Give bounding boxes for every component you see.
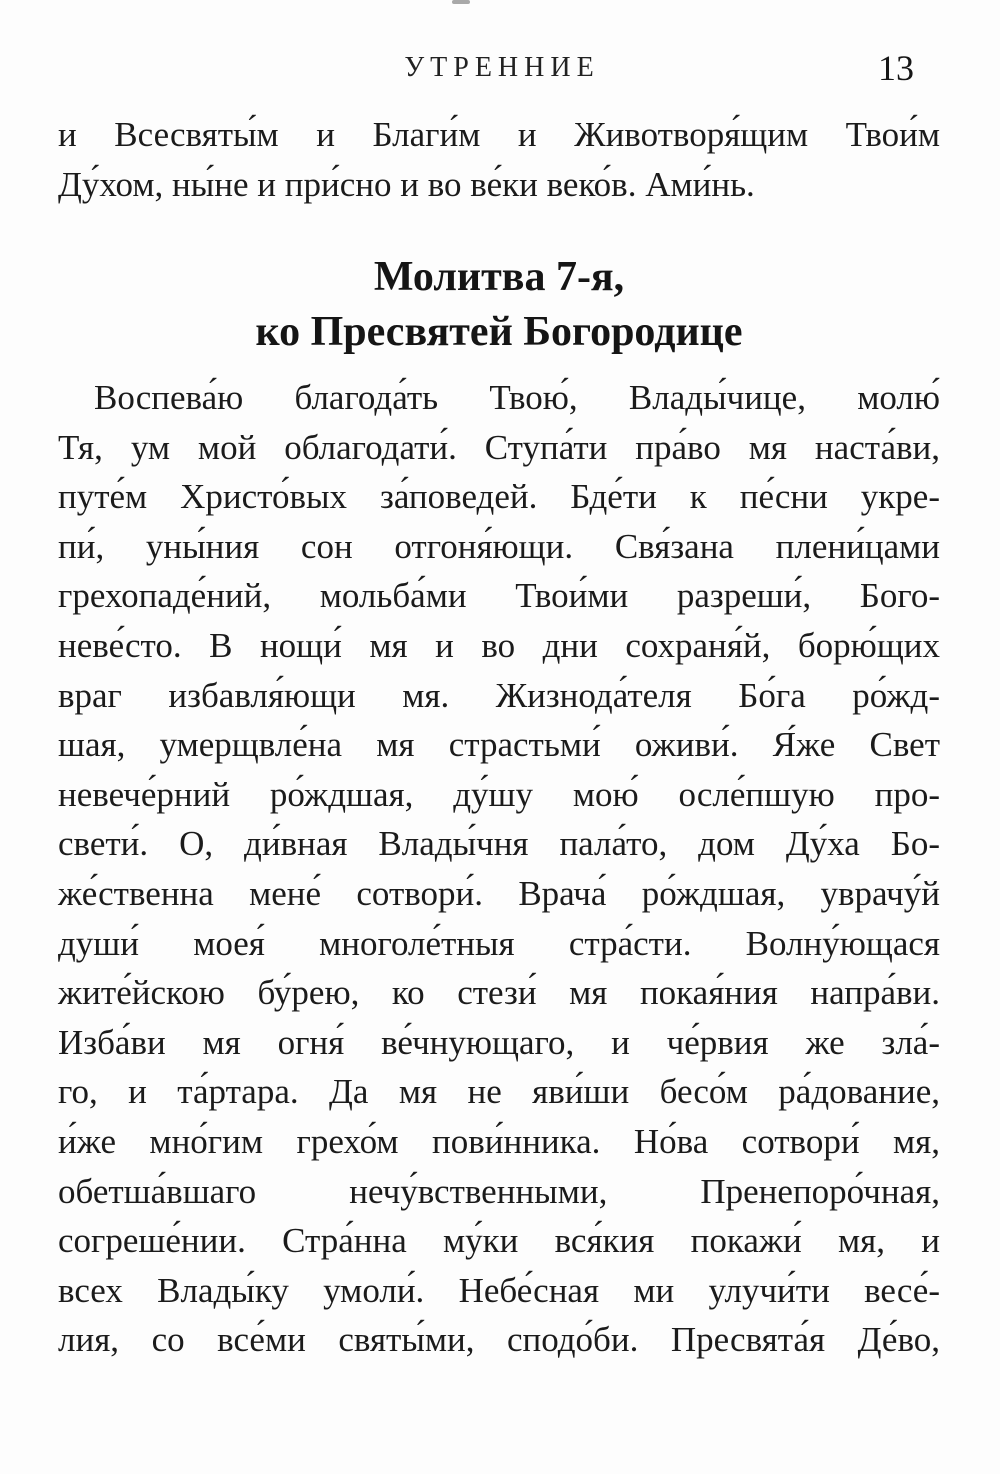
text-line: Тя, ум мой облагодати́. Ступа́ти пра́во мя наста́ви, — [58, 427, 940, 467]
prayer-text — [58, 373, 940, 1365]
text-line: грехопаде́ний, мольба́ми Твои́ми разреши́, Бого- — [58, 576, 940, 616]
page-number: 13 — [878, 48, 914, 88]
text-line: Изба́ви мя огня́ ве́чнующаго, и че́рвия же зла́- — [58, 1022, 940, 1062]
page-content — [58, 0, 940, 1365]
text-line: согреше́нии. Стра́нна му́ки вся́кия покажи́ мя, и — [58, 1221, 940, 1261]
text-line: пи́, уны́ния сон отгоня́ющи. Свя́зана плени́цами — [58, 526, 940, 566]
paragraph-continuation — [58, 110, 940, 210]
text-line: всех Влады́ку умоли́. Небе́сная ми улучи́ти весе́- — [58, 1270, 940, 1310]
text-line: свети́. О, ди́вная Влады́чня пала́то, дом Ду́ха Бо- — [58, 824, 940, 864]
text-line: и́же мно́гим грехо́м пови́нника. Но́ва сотвори́ мя, — [58, 1121, 940, 1161]
text-line: шая, умерщвле́на мя страстьми́ оживи́. Я́же Свет — [58, 725, 940, 765]
text-line: враг избавля́ющи мя. Жизнода́теля Бо́га ро́жд- — [58, 675, 940, 715]
text-line: жите́йскою бу́рею, ко стези́ мя покая́ния напра́ви. — [58, 973, 940, 1013]
text-line: лия, со все́ми святы́ми, сподо́би. Пресвята́я Де́во, — [58, 1320, 940, 1360]
text-line: же́ственна мене́ сотвори́. Врача́ ро́ждшая, уврачу́й — [58, 873, 940, 913]
text-line: невече́рний ро́ждшая, ду́шу мою́ осле́пшую про- — [58, 774, 940, 814]
page-header — [58, 0, 940, 88]
prayer-heading — [58, 250, 940, 360]
prayer-heading-line2: ко Пресвятей Богородице — [255, 309, 743, 355]
text-line: путе́м Христо́вых за́поведей. Бде́ти к пе́сни укре- — [58, 477, 940, 517]
text-line: обетша́вшаго нечу́вственными, Пренепоро́чная, — [58, 1171, 940, 1211]
text-line: души́ моея́ многоле́тныя стра́сти. Волну́ющася — [58, 923, 940, 963]
text-line: го, и та́ртара. Да мя не яви́ши бесо́м ра́дование, — [58, 1072, 940, 1112]
text-line: Воспева́ю благода́ть Твою́, Влады́чице, молю́ — [94, 378, 940, 417]
prayer-heading-line1: Молитва 7-я, — [373, 254, 625, 300]
text-line: и Всесвяты́м и Благи́м и Животворя́щим Твои́м — [58, 115, 940, 154]
text-line: неве́сто. В нощи́ мя и во дни сохраня́й, борю́щих — [58, 625, 940, 665]
running-title: УТРЕННИЕ — [404, 52, 600, 83]
text-line: Ду́хом, ны́не и при́сно и во ве́ки веко́в. Ами́нь. — [58, 165, 755, 204]
